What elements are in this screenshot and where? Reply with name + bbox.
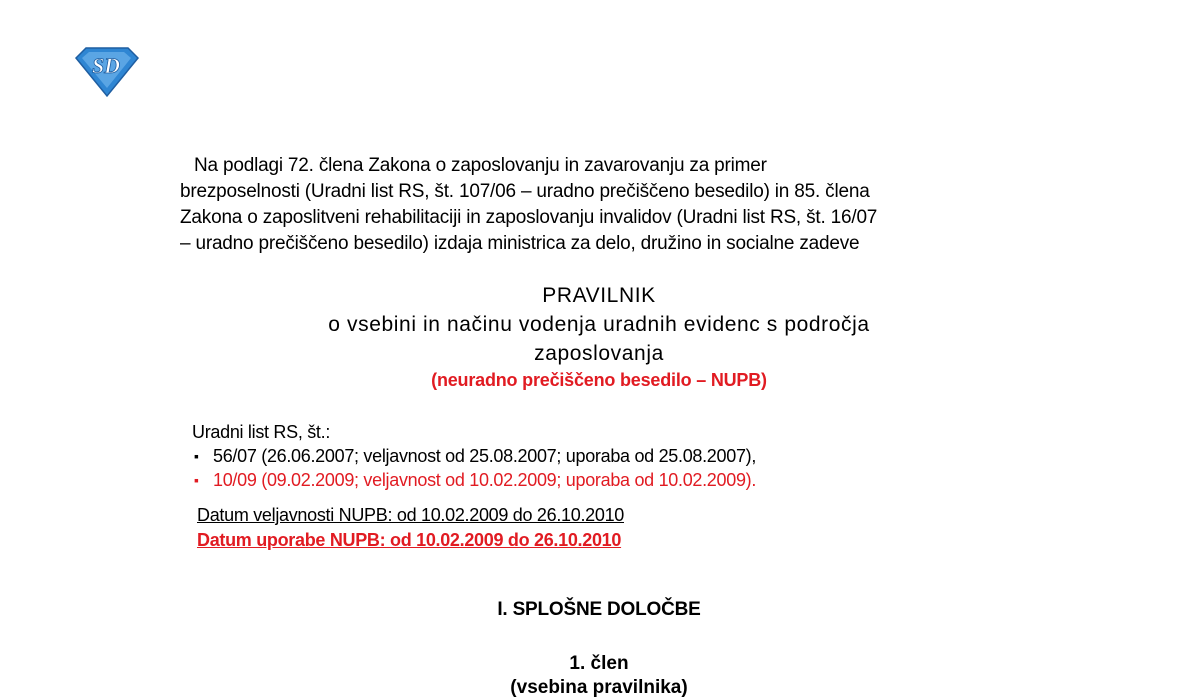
article-heading — [180, 652, 1018, 700]
chapter-heading: I. SPLOŠNE DOLOČBE — [497, 599, 701, 620]
article-subject: (vsebina pravilnika) — [510, 677, 688, 698]
title-heading: PRAVILNIK — [542, 284, 656, 307]
gazette-item: ▪ 56/07 (26.06.2007; veljavnost od 25.08.2007; uporaba od 25.08.2007), — [192, 444, 756, 468]
gazette-list — [192, 444, 756, 492]
logo-text: SD — [91, 53, 121, 78]
title-subtitle: o vsebini in načinu vodenja uradnih evidenc s področja — [328, 313, 870, 336]
gazette-references — [192, 420, 756, 492]
preamble-line: Zakona o zaposlitveni rehabilitaciji in zaposlovanju invalidov (Uradni list RS, št. 16/07 — [180, 207, 878, 228]
document-title — [180, 281, 1018, 368]
use-date: Datum uporabe NUPB: od 10.02.2009 do 26.10.2010 — [197, 530, 622, 550]
nupb-dates — [197, 503, 624, 553]
title-subtitle-cont: zaposlovanja — [534, 342, 664, 365]
validity-date: Datum veljavnosti NUPB: od 10.02.2009 do 26.10.2010 — [197, 505, 624, 525]
preamble-line: Na podlagi 72. člena Zakona o zaposlovanju in zavarovanju za primer — [194, 155, 767, 176]
preamble-line: – uradno prečiščeno besedilo) izdaja ministrica za delo, družino in socialne zadeve — [180, 233, 860, 254]
preamble-line: brezposelnosti (Uradni list RS, št. 107/06 – uradno prečiščeno besedilo) in 85. člena — [180, 181, 870, 202]
article-number: 1. člen — [569, 653, 629, 674]
gazette-label: Uradni list RS, št.: — [192, 422, 331, 442]
sd-logo — [72, 46, 140, 98]
nupb-note: (neuradno prečiščeno besedilo – NUPB) — [431, 370, 767, 390]
preamble — [180, 153, 1007, 257]
gazette-item: ▪ 10/09 (09.02.2009; veljavnost od 10.02.2009; uporaba od 10.02.2009). — [192, 468, 756, 492]
